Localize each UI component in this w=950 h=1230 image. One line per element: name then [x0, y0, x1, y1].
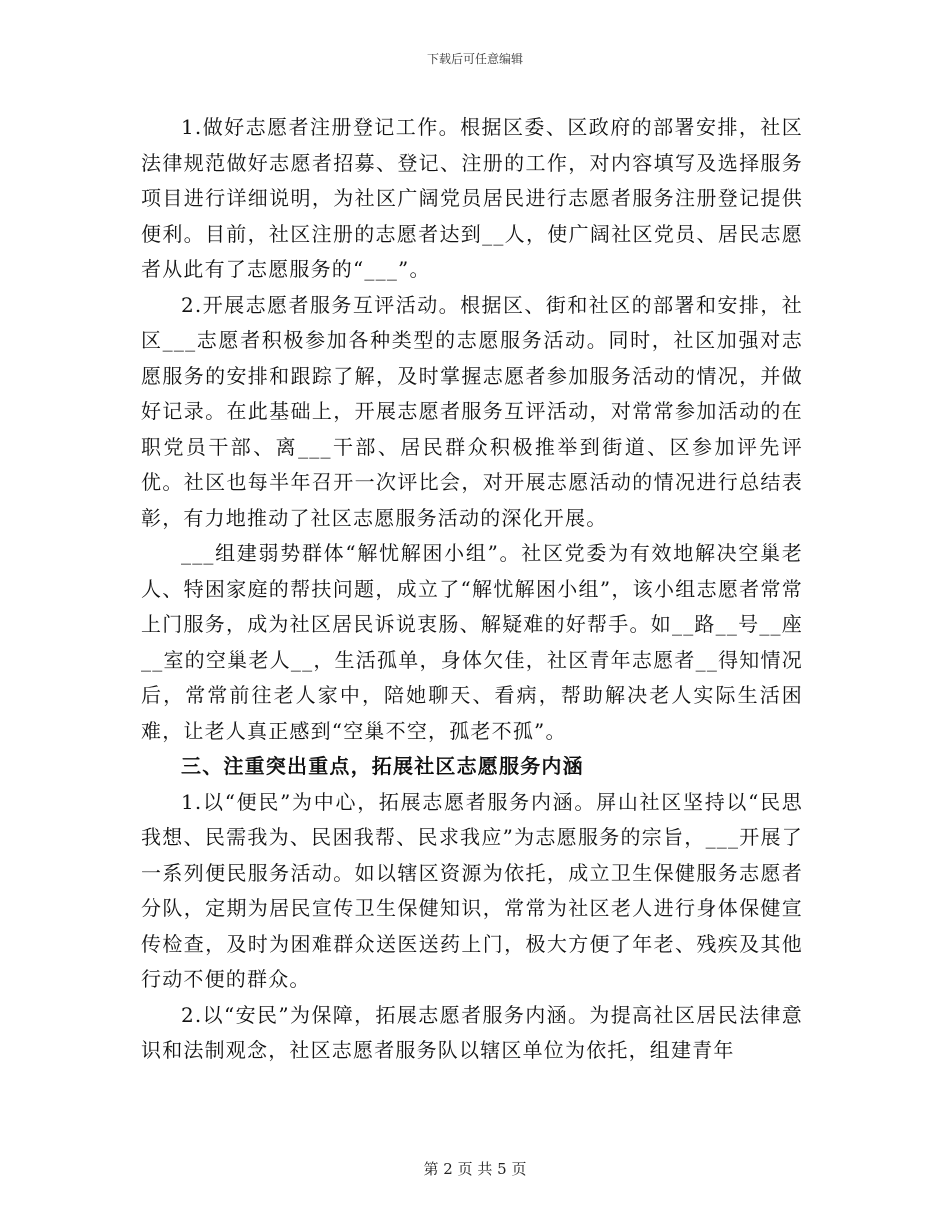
section-heading: 三、注重突出重点，拓展社区志愿服务内涵 — [181, 754, 584, 778]
paragraph-mutual-evaluation: 2.开展志愿者服务互评活动。根据区、街和社区的部署和安排，社区___志愿者积极参加各种类型的志愿服务活动。同时，社区加强对志愿服务的安排和跟踪了解，及时掌握志愿者参加服务活动的情况，并做好记录。在此基础上，开展志愿者服务互评活动，对常常参加活动的在职党员干部、离___干部、居民群众积极推举到街道、区参加评先评优。社区也每半年召开一次评比会，对开展志愿活动的情况进行总结表彰，有力地推动了社区志愿服务活动的深化开展。 — [141, 292, 803, 530]
paragraph-volunteer-registration: 1.做好志愿者注册登记工作。根据区委、区政府的部署安排，社区法律规范做好志愿者招募、登记、注册的工作，对内容填写及选择服务项目进行详细说明，为社区广阔党员居民进行志愿者服务注册登记提供便利。目前，社区注册的志愿者达到__人，使广阔社区党员、居民志愿者从此有了志愿服务的“___”。 — [141, 115, 803, 281]
page-header-note: 下载后可任意编辑 — [426, 52, 523, 66]
paragraph-security-service: 2.以“安民”为保障，拓展志愿者服务内涵。为提高社区居民法律意识和法制观念，社区志愿者服务队以辖区单位为依托，组建青年 — [141, 1002, 803, 1062]
document-body — [141, 110, 803, 1069]
paragraph-convenience-service: 1.以“便民”为中心，拓展志愿者服务内涵。屏山社区坚持以“民思我想、民需我为、民困我帮、民求我应”为志愿服务的宗旨，___开展了一系列便民服务活动。如以辖区资源为依托，成立卫生保健服务志愿者分队，定期为居民宣传卫生保健知识，常常为社区老人进行身体保健宣传检查，及时为困难群众送医送药上门，极大方便了年老、残疾及其他行动不便的群众。 — [141, 789, 803, 991]
page-number: 第 2 页 共 5 页 — [423, 1160, 527, 1178]
paragraph-relief-group: ___组建弱势群体“解忧解困小组”。社区党委为有效地解决空巢老人、特困家庭的帮扶问题，成立了“解忧解困小组”，该小组志愿者常常上门服务，成为社区居民诉说衷肠、解疑难的好帮手。如__路__号__座__室的空巢老人__，生活孤单，身体欠佳，社区青年志愿者__得知情况后，常常前往老人家中，陪她聊天、看病，帮助解决老人实际生活困难，让老人真正感到“空巢不空，孤老不孤”。 — [141, 541, 803, 743]
